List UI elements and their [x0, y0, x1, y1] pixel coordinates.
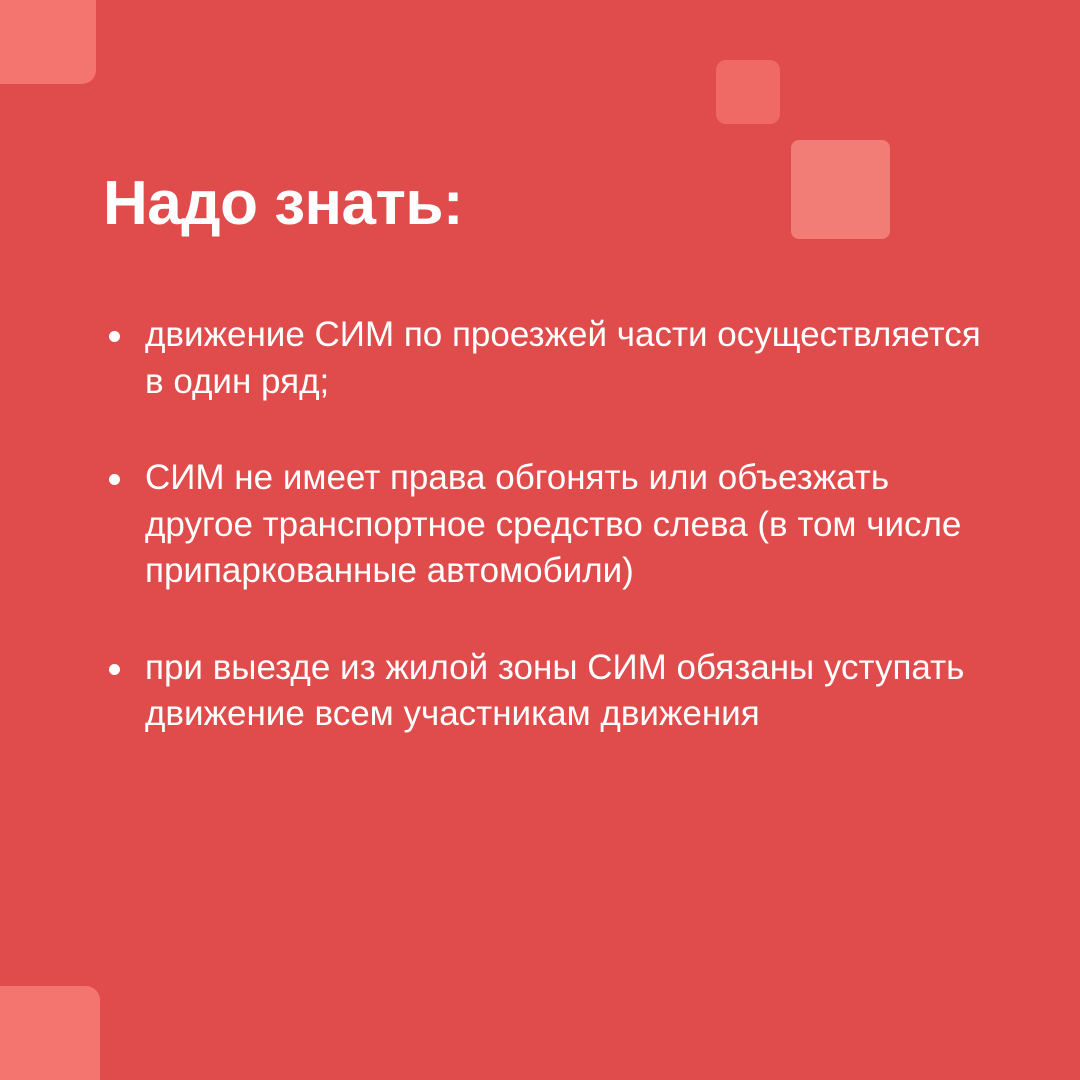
decorative-square-bottom-left: [0, 986, 100, 1080]
bullet-dot-icon: [109, 331, 120, 342]
list-item-text: СИМ не имеет права обгонять или объезжать другое транспортное средство слева (в том числе припаркованные автомобили): [145, 458, 962, 591]
list-item-text: движение СИМ по проезжей части осуществляется в один ряд;: [145, 315, 981, 401]
bullet-dot-icon: [109, 664, 120, 675]
slide-content: [103, 170, 983, 738]
list-item: [103, 312, 983, 405]
page-title: Надо знать:: [103, 169, 464, 238]
bullet-list: [103, 312, 983, 738]
bullet-dot-icon: [109, 474, 120, 485]
list-item: [103, 645, 983, 738]
decorative-square-small-top: [716, 60, 780, 124]
decorative-square-top-left: [0, 0, 96, 84]
list-item: [103, 455, 983, 595]
list-item-text: при выезде из жилой зоны СИМ обязаны уступать движение всем участникам движения: [145, 647, 965, 734]
